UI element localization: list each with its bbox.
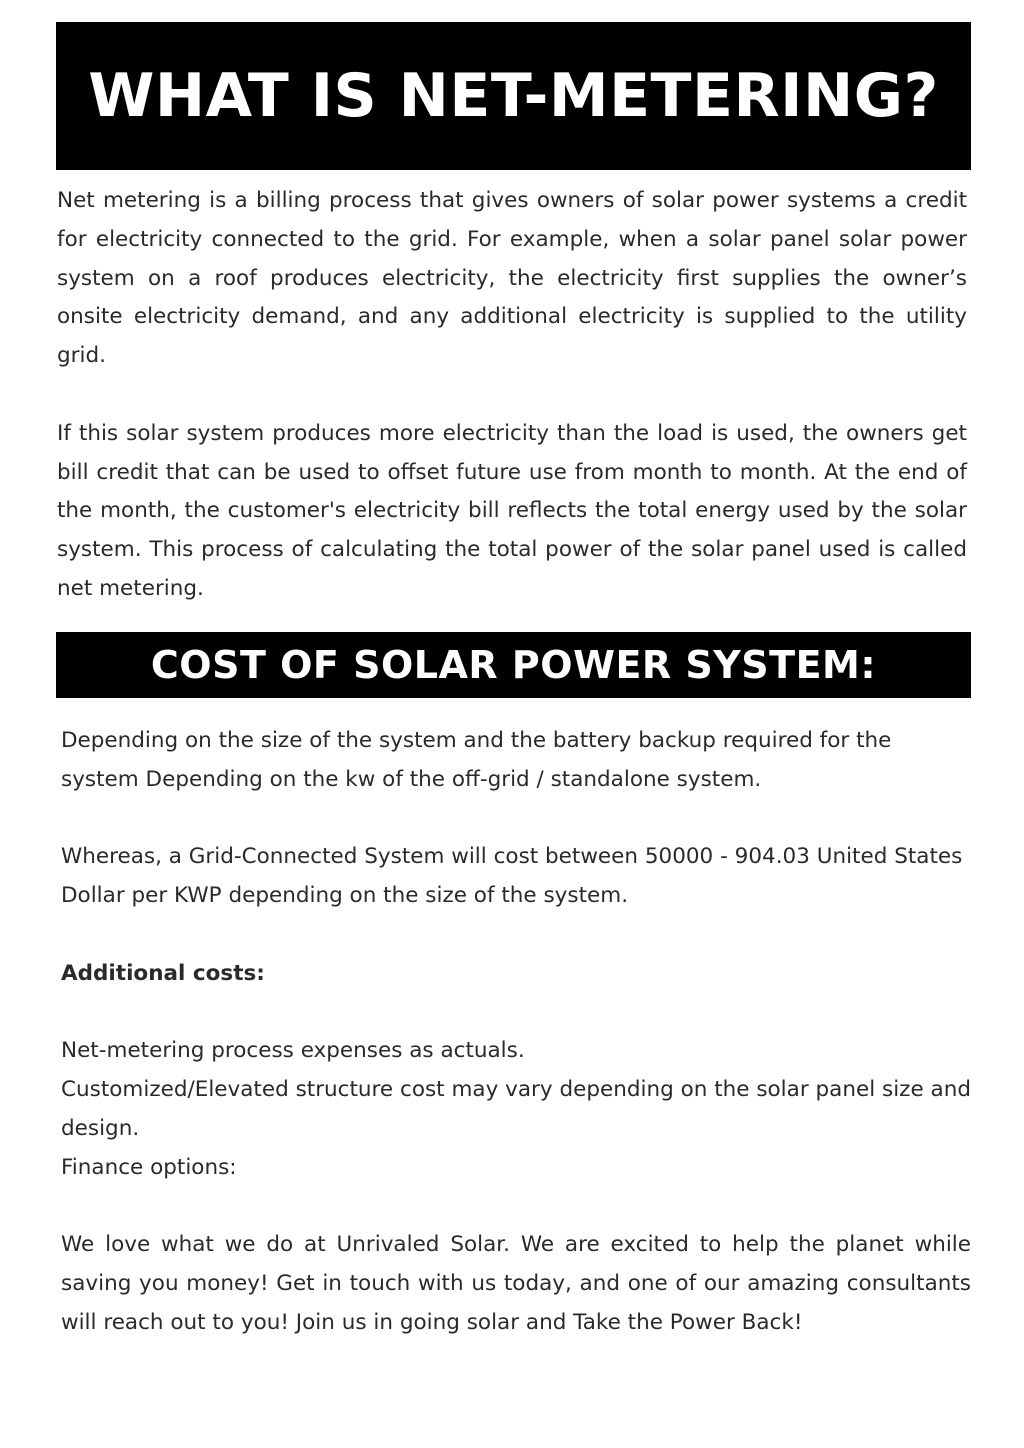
paragraph-spacer xyxy=(61,800,971,839)
cost-paragraph-1: Depending on the size of the system and the battery backup required for the system Depending on the kw of the off-grid / standalone system. xyxy=(61,728,892,792)
section-title-cost xyxy=(56,632,971,698)
section-title-net-metering xyxy=(56,22,971,170)
paragraph-spacer xyxy=(61,1188,971,1227)
additional-cost-item-1: Net-metering process expenses as actuals. xyxy=(61,1038,525,1064)
cost-paragraph-2: Whereas, a Grid-Connected System will cost between 50000 - 904.03 United States Dollar per KWP depending on the size of the system. xyxy=(61,844,963,909)
paragraph-spacer xyxy=(61,916,971,955)
cost-title: COST OF SOLAR POWER SYSTEM: xyxy=(150,643,877,687)
net-metering-paragraph-1: Net metering is a billing process that gives owners of solar power systems a credit for electricity connected to the grid. For example, when a solar panel solar power system on a roof produces electricity, the electricity first supplies the owner’s onsite electricity demand, and any additional electricity is supplied to the utility grid. xyxy=(57,188,967,369)
additional-costs-heading: Additional costs: xyxy=(61,960,265,986)
cost-section xyxy=(61,722,971,1343)
page-title: WHAT IS NET-METERING? xyxy=(88,61,939,131)
paragraph-spacer xyxy=(57,376,967,415)
additional-cost-item-2: Customized/Elevated structure cost may vary depending on the solar panel size and design. xyxy=(61,1077,971,1141)
net-metering-paragraph-2: If this solar system produces more electricity than the load is used, the owners get bill credit that can be used to offset future use from month to month. At the end of the month, the customer's electricity bill reflects the total energy used by the solar system. This process of calculating the total power of the solar panel used is called net metering. xyxy=(57,420,967,601)
paragraph-spacer xyxy=(61,994,971,1033)
additional-cost-item-3: Finance options: xyxy=(61,1154,237,1180)
closing-paragraph: We love what we do at Unrivaled Solar. We are excited to help the planet while saving you money! Get in touch with us today, and one of our amazing consultants will reach out to you! Join us in going solar and Take the Power Back! xyxy=(61,1232,971,1335)
net-metering-section xyxy=(57,182,967,609)
